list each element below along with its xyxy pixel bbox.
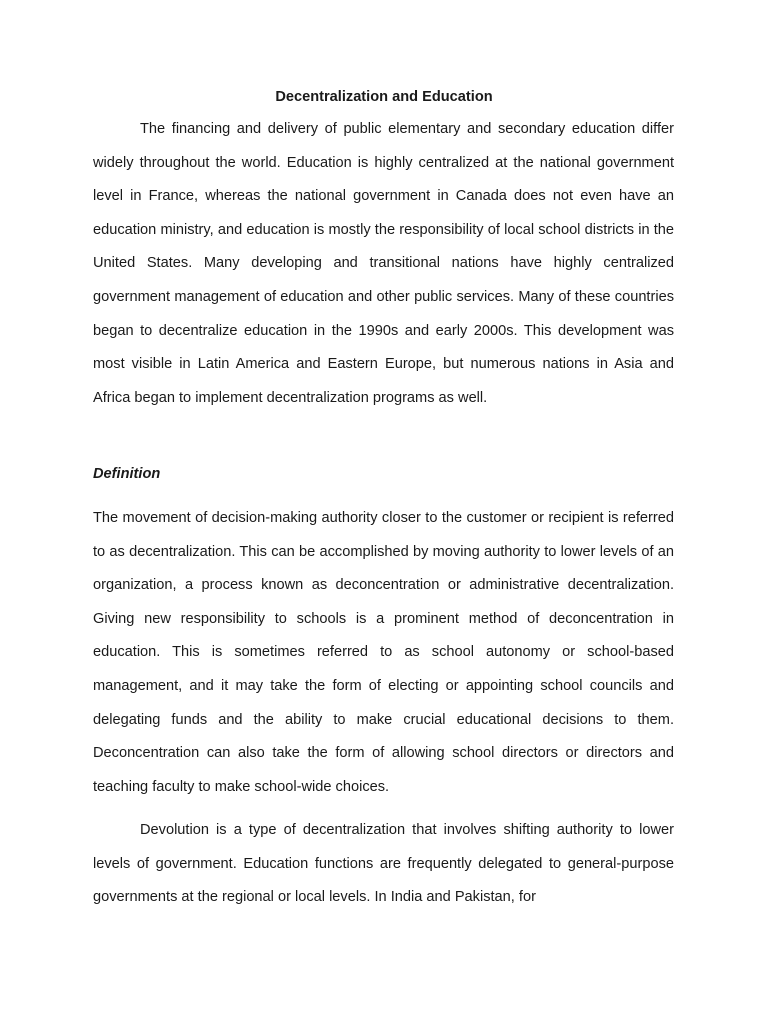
document-title: Decentralization and Education	[275, 89, 493, 105]
definition-heading: Definition	[93, 466, 161, 482]
intro-paragraph: The financing and delivery of public elementary and secondary education differ widely throughout the world. Education is highly centralized at the national government level in France, whereas the national government in Canada does not even have an education ministry, and education is mostly the responsibility of local school districts in the United States. Many developing and transitional nations have highly centralized government management of education and other public services. Many of these countries began to decentralize education in the 1990s and early 2000s. This development was most visible in Latin America and Eastern Europe, but numerous nations in Asia and Africa began to implement decentralization programs as well.	[93, 121, 674, 406]
definition-paragraph: The movement of decision-making authority closer to the customer or recipient is referred to as decentralization. This can be accomplished by moving authority to lower levels of an organization, a process known as deconcentration or administrative decentralization. Giving new responsibility to schools is a prominent method of deconcentration in education. This is sometimes referred to as school autonomy or school-based management, and it may take the form of electing or appointing school councils and delegating funds and the ability to make crucial educational decisions to them. Deconcentration can also take the form of allowing school directors or directors and teaching faculty to make school-wide choices.	[93, 510, 674, 795]
devolution-paragraph: Devolution is a type of decentralization that involves shifting authority to lower levels of government. Education functions are frequently delegated to general-purpose governments at the regional or local levels. In India and Pakistan, for	[93, 822, 674, 906]
